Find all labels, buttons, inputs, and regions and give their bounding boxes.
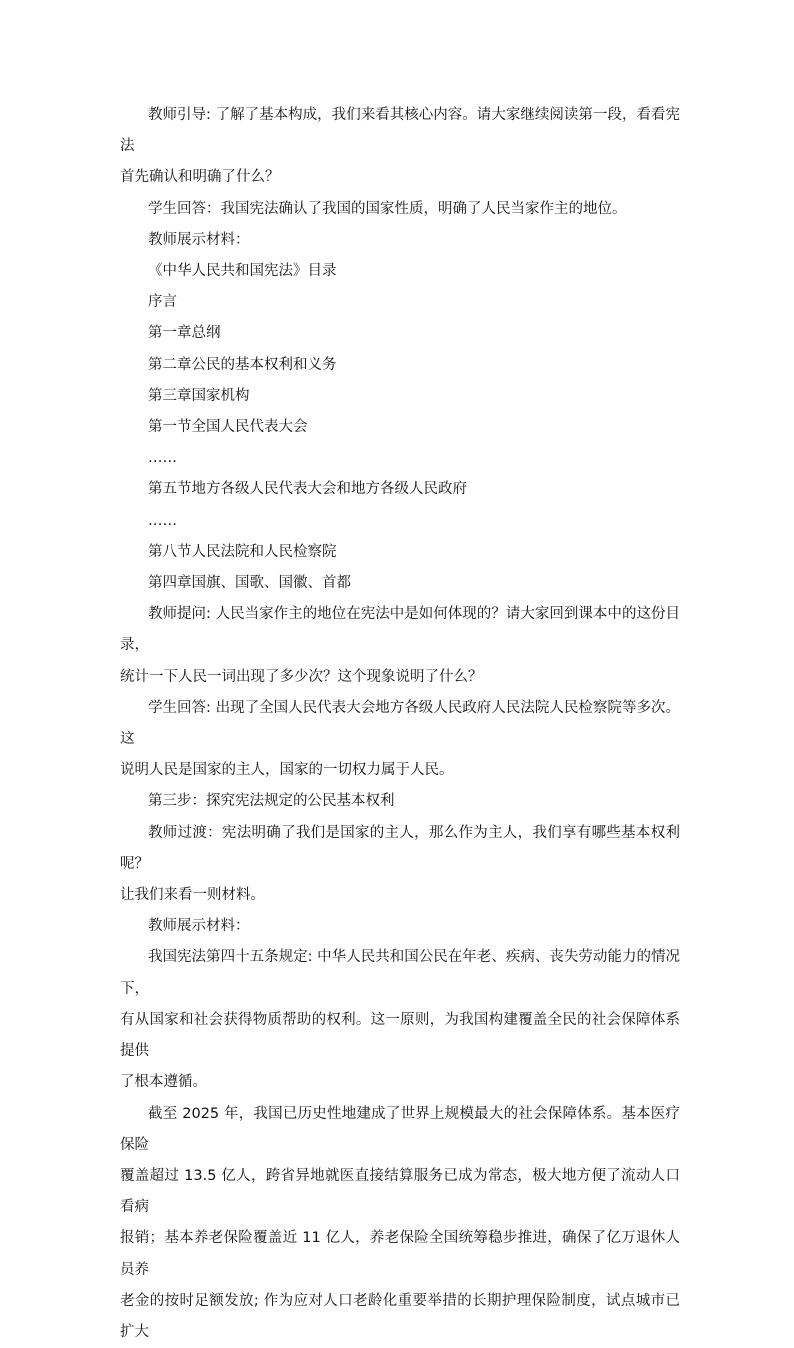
text-line: 教师展示材料： [120,225,680,256]
paragraph-teacher-transition [120,818,680,912]
paragraph-student-answer [120,194,680,225]
paragraph-toc-section-8 [120,537,680,568]
text-line: 第一章总纲 [120,318,680,349]
document-page [120,100,680,1348]
paragraph-social-security [120,1099,680,1348]
text-line: …… [120,506,680,537]
text-line: 《中华人民共和国宪法》目录 [120,256,680,287]
paragraph-toc-title [120,256,680,287]
text-line: 首先确认和明确了什么？ [120,162,680,193]
text-line: 覆盖超过 13.5 亿人，跨省异地就医直接结算服务已成为常态，极大地方便了流动人口看病 [120,1161,680,1223]
paragraph-toc-chapter-2 [120,350,680,381]
text-line: 第四章国旗、国歌、国徽、首都 [120,568,680,599]
text-line: 第三章国家机构 [120,381,680,412]
paragraph-toc-section-1 [120,412,680,443]
text-line: 了根本遵循。 [120,1067,680,1098]
paragraph-teacher-question [120,599,680,693]
paragraph-student-answer-2 [120,693,680,787]
text-line: 第八节人民法院和人民检察院 [120,537,680,568]
text-line: 截至 2025 年，我国已历史性地建成了世界上规模最大的社会保障体系。基本医疗保险 [120,1099,680,1161]
text-line: 我国宪法第四十五条规定: 中华人民共和国公民在年老、疾病、丧失劳动能力的情况下， [120,942,680,1004]
text-line: 序言 [120,287,680,318]
paragraph-constitution-article [120,942,680,1098]
paragraph-ellipsis [120,506,680,537]
text-line: 第五节地方各级人民代表大会和地方各级人民政府 [120,474,680,505]
paragraph-teacher-material [120,225,680,256]
text-line: 老金的按时足额发放; 作为应对人口老龄化重要举措的长期护理保险制度，试点城市已扩大 [120,1286,680,1348]
text-line: …… [120,443,680,474]
text-line: 教师提问: 人民当家作主的地位在宪法中是如何体现的？请大家回到课本中的这份目录， [120,599,680,661]
paragraph-toc-chapter-4 [120,568,680,599]
text-line: 让我们来看一则材料。 [120,880,680,911]
text-line: 说明人民是国家的主人，国家的一切权力属于人民。 [120,755,680,786]
text-line: 学生回答: 出现了全国人民代表大会地方各级人民政府人民法院人民检察院等多次。这 [120,693,680,755]
paragraph-ellipsis [120,443,680,474]
text-line: 学生回答：我国宪法确认了我国的国家性质，明确了人民当家作主的地位。 [120,194,680,225]
text-line: 教师展示材料： [120,911,680,942]
paragraph-toc-section-5 [120,474,680,505]
paragraph-teacher-guide [120,100,680,194]
text-line: 教师引导: 了解了基本构成，我们来看其核心内容。请大家继续阅读第一段，看看宪法 [120,100,680,162]
paragraph-toc-chapter-1 [120,318,680,349]
text-line: 第一节全国人民代表大会 [120,412,680,443]
text-line: 报销；基本养老保险覆盖近 11 亿人，养老保险全国统筹稳步推进，确保了亿万退休人员养 [120,1223,680,1285]
text-line: 教师过渡：宪法明确了我们是国家的主人，那么作为主人，我们享有哪些基本权利呢？ [120,818,680,880]
text-line: 第二章公民的基本权利和义务 [120,350,680,381]
text-line: 第三步：探究宪法规定的公民基本权利 [120,786,680,817]
paragraph-teacher-material-2 [120,911,680,942]
text-line: 统计一下人民一词出现了多少次？这个现象说明了什么？ [120,662,680,693]
paragraph-toc-preamble [120,287,680,318]
paragraph-step-3 [120,786,680,817]
text-line: 有从国家和社会获得物质帮助的权利。这一原则，为我国构建覆盖全民的社会保障体系提供 [120,1005,680,1067]
paragraph-toc-chapter-3 [120,381,680,412]
